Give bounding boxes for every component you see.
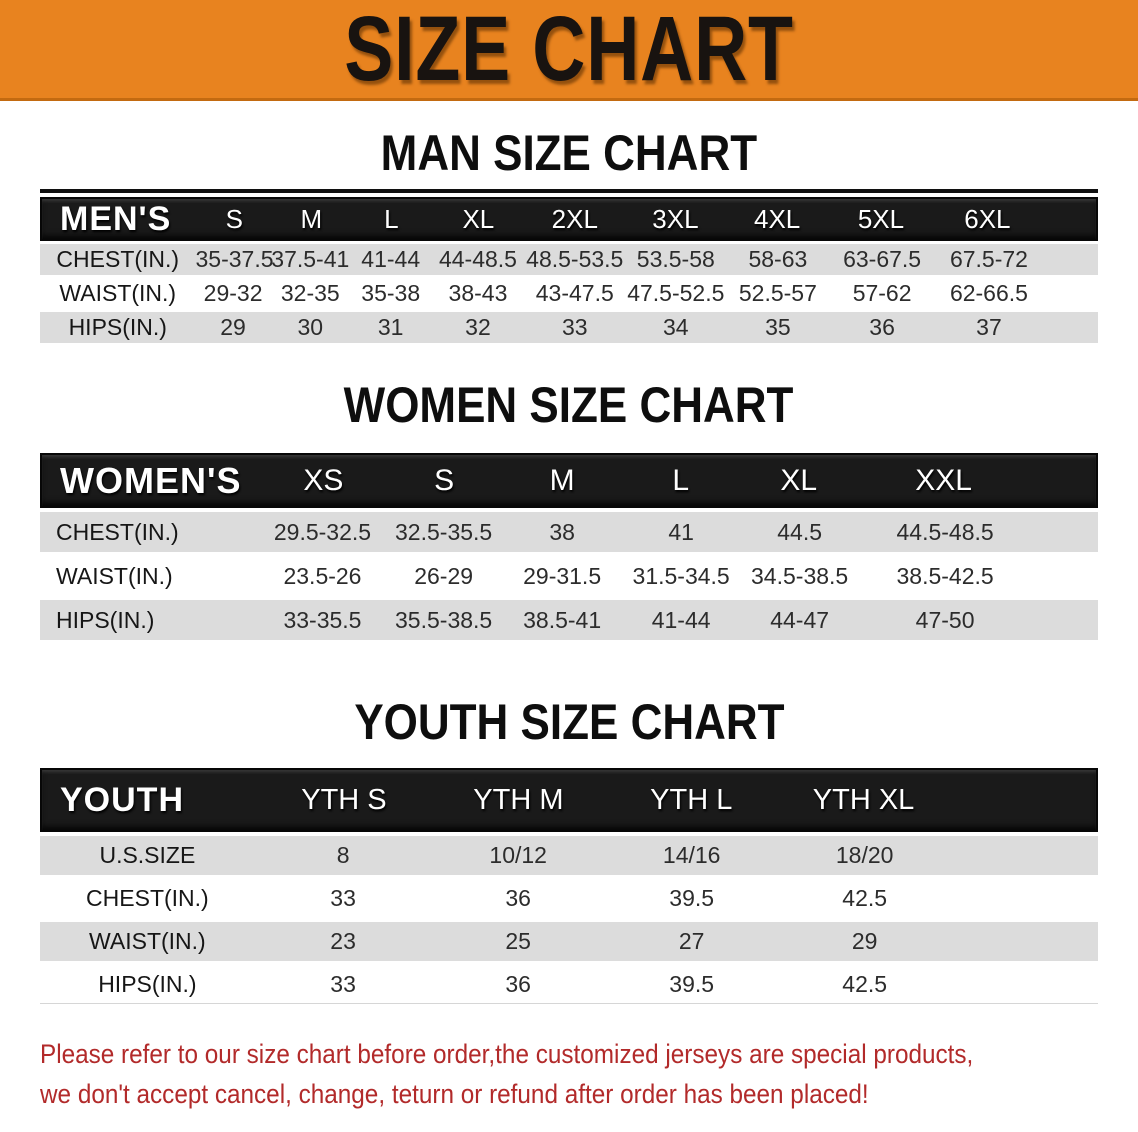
disclaimer-line-2: we don't accept cancel, change, teturn or refund after order has been placed!: [40, 1079, 869, 1109]
section-women: [0, 377, 1138, 640]
table-header-cell: M: [300, 203, 323, 234]
youth-size-chart-heading: YOUTH SIZE CHART: [353, 694, 785, 750]
value-cell: 42.5: [842, 885, 888, 911]
table-header-cell: XL: [780, 463, 818, 497]
value-cell: 53.5-58: [636, 246, 715, 272]
row-label: HIPS(IN.): [68, 314, 167, 340]
row-label: CHEST(IN.): [56, 518, 179, 545]
value-cell: 44.5: [777, 518, 822, 545]
table-header-cell: YTH XL: [812, 783, 915, 816]
value-cell: 18/20: [835, 842, 894, 868]
value-cell: 29-32: [203, 280, 263, 306]
table-header-row: [40, 197, 1098, 241]
value-cell: 31: [377, 314, 404, 340]
value-cell: 48.5-53.5: [526, 246, 624, 272]
table-row: [40, 556, 1098, 596]
man-size-chart-heading: MAN SIZE CHART: [380, 125, 758, 181]
disclaimer-line-1: Please refer to our size chart before order,the customized jerseys are special products,: [40, 1039, 974, 1069]
value-cell: 23: [330, 928, 356, 954]
value-cell: 39.5: [669, 970, 715, 997]
table-header-row: [40, 768, 1098, 832]
table-row: [40, 965, 1098, 1004]
row-label: HIPS(IN.): [98, 970, 197, 997]
value-cell: 41-44: [361, 246, 421, 272]
table-header-cell: XL: [462, 203, 495, 234]
table-header-cell: 5XL: [857, 203, 905, 234]
table-header-cell: S: [225, 203, 244, 234]
value-cell: 32.5-35.5: [395, 518, 493, 545]
value-cell: 57-62: [852, 280, 912, 306]
value-cell: 44-47: [770, 606, 830, 633]
row-label: WAIST(IN.): [89, 928, 206, 954]
table-row: [40, 600, 1098, 640]
value-cell: 35.5-38.5: [395, 606, 493, 633]
table-header-cell: YTH S: [301, 783, 387, 816]
value-cell: 41-44: [651, 606, 711, 633]
table-row: [40, 512, 1098, 552]
value-cell: 10/12: [489, 842, 547, 868]
value-cell: 32-35: [280, 280, 340, 306]
value-cell: 27: [678, 928, 705, 954]
disclaimer: [40, 1034, 1138, 1114]
women-table-grid: [40, 453, 1098, 640]
value-cell: 30: [297, 314, 324, 340]
table-row: [40, 879, 1098, 918]
value-cell: 44.5-48.5: [896, 518, 994, 545]
women-size-table: [40, 453, 1098, 640]
value-cell: 34: [663, 314, 689, 340]
men-size-table: [40, 189, 1098, 343]
table-header-cell: 4XL: [754, 203, 801, 234]
table-header-cell: YTH M: [473, 783, 564, 816]
value-cell: 37: [976, 314, 1002, 340]
table-row: [40, 922, 1098, 961]
value-cell: 29.5-32.5: [273, 518, 372, 545]
value-cell: 38.5-42.5: [896, 562, 994, 589]
table-header-cell: 3XL: [652, 203, 699, 234]
value-cell: 33: [330, 885, 356, 911]
table-header-cell: L: [672, 463, 690, 497]
table-row: [40, 312, 1098, 343]
heading-row-youth: [0, 694, 1138, 750]
table-header-cell: 6XL: [964, 203, 1011, 234]
banner: [0, 0, 1138, 101]
value-cell: 37.5-41: [271, 246, 350, 272]
table-header-label: YOUTH: [60, 780, 184, 819]
heading-row-women: [0, 377, 1138, 433]
table-header-cell: XS: [303, 463, 344, 497]
table-header-cell: M: [549, 463, 575, 497]
value-cell: 25: [505, 928, 531, 954]
table-header-cell: 2XL: [551, 203, 598, 234]
value-cell: 38: [549, 518, 575, 545]
value-cell: 35-38: [361, 280, 421, 306]
table-row: [40, 244, 1098, 275]
heading-row-man: [0, 125, 1138, 181]
value-cell: 62-66.5: [949, 280, 1028, 306]
value-cell: 38-43: [448, 280, 508, 306]
section-man: [0, 125, 1138, 343]
men-table-topline: [40, 189, 1098, 193]
value-cell: 29: [220, 314, 246, 340]
value-cell: 63-67.5: [843, 246, 922, 272]
row-label: U.S.SIZE: [99, 842, 196, 868]
section-youth: [0, 694, 1138, 1004]
value-cell: 41: [668, 518, 694, 545]
women-size-chart-heading: WOMEN SIZE CHART: [344, 377, 794, 433]
table-header-cell: L: [384, 203, 399, 234]
value-cell: 33: [561, 314, 588, 340]
value-cell: 38.5-41: [523, 606, 602, 633]
value-cell: 39.5: [669, 885, 715, 911]
value-cell: 67.5-72: [949, 246, 1028, 272]
row-label: CHEST(IN.): [56, 246, 180, 272]
table-row: [40, 278, 1098, 309]
value-cell: 44-48.5: [438, 246, 517, 272]
youth-table-grid: [40, 768, 1098, 1004]
value-cell: 43-47.5: [535, 280, 614, 306]
value-cell: 34.5-38.5: [751, 562, 849, 589]
banner-title: SIZE CHART: [344, 0, 794, 100]
value-cell: 23.5-26: [283, 562, 362, 589]
value-cell: 26-29: [414, 562, 474, 589]
value-cell: 29: [851, 928, 878, 954]
youth-size-table: [40, 768, 1098, 1004]
value-cell: 36: [505, 970, 531, 997]
row-label: WAIST(IN.): [56, 562, 173, 589]
row-label: WAIST(IN.): [59, 280, 177, 306]
value-cell: 42.5: [842, 970, 888, 997]
table-header-cell: S: [434, 463, 455, 497]
value-cell: 14/16: [662, 842, 721, 868]
value-cell: 58-63: [748, 246, 808, 272]
men-table-grid: [40, 197, 1098, 343]
row-label: HIPS(IN.): [56, 606, 155, 633]
value-cell: 32: [465, 314, 491, 340]
value-cell: 36: [505, 885, 531, 911]
value-cell: 33: [330, 970, 356, 997]
value-cell: 33-35.5: [283, 606, 362, 633]
value-cell: 29-31.5: [523, 562, 602, 589]
value-cell: 8: [336, 842, 350, 868]
table-header-label: MEN'S: [60, 199, 172, 238]
table-header-cell: YTH L: [650, 783, 733, 816]
value-cell: 35-37.5: [195, 246, 274, 272]
table-header-cell: XXL: [915, 463, 972, 497]
value-cell: 31.5-34.5: [632, 562, 730, 589]
table-row: [40, 836, 1098, 875]
value-cell: 35: [765, 314, 791, 340]
value-cell: 47-50: [915, 606, 975, 633]
value-cell: 47.5-52.5: [627, 280, 725, 306]
row-label: CHEST(IN.): [86, 885, 209, 911]
table-header-row: [40, 453, 1098, 508]
value-cell: 52.5-57: [738, 280, 817, 306]
value-cell: 36: [869, 314, 895, 340]
table-header-label: WOMEN'S: [60, 459, 242, 501]
